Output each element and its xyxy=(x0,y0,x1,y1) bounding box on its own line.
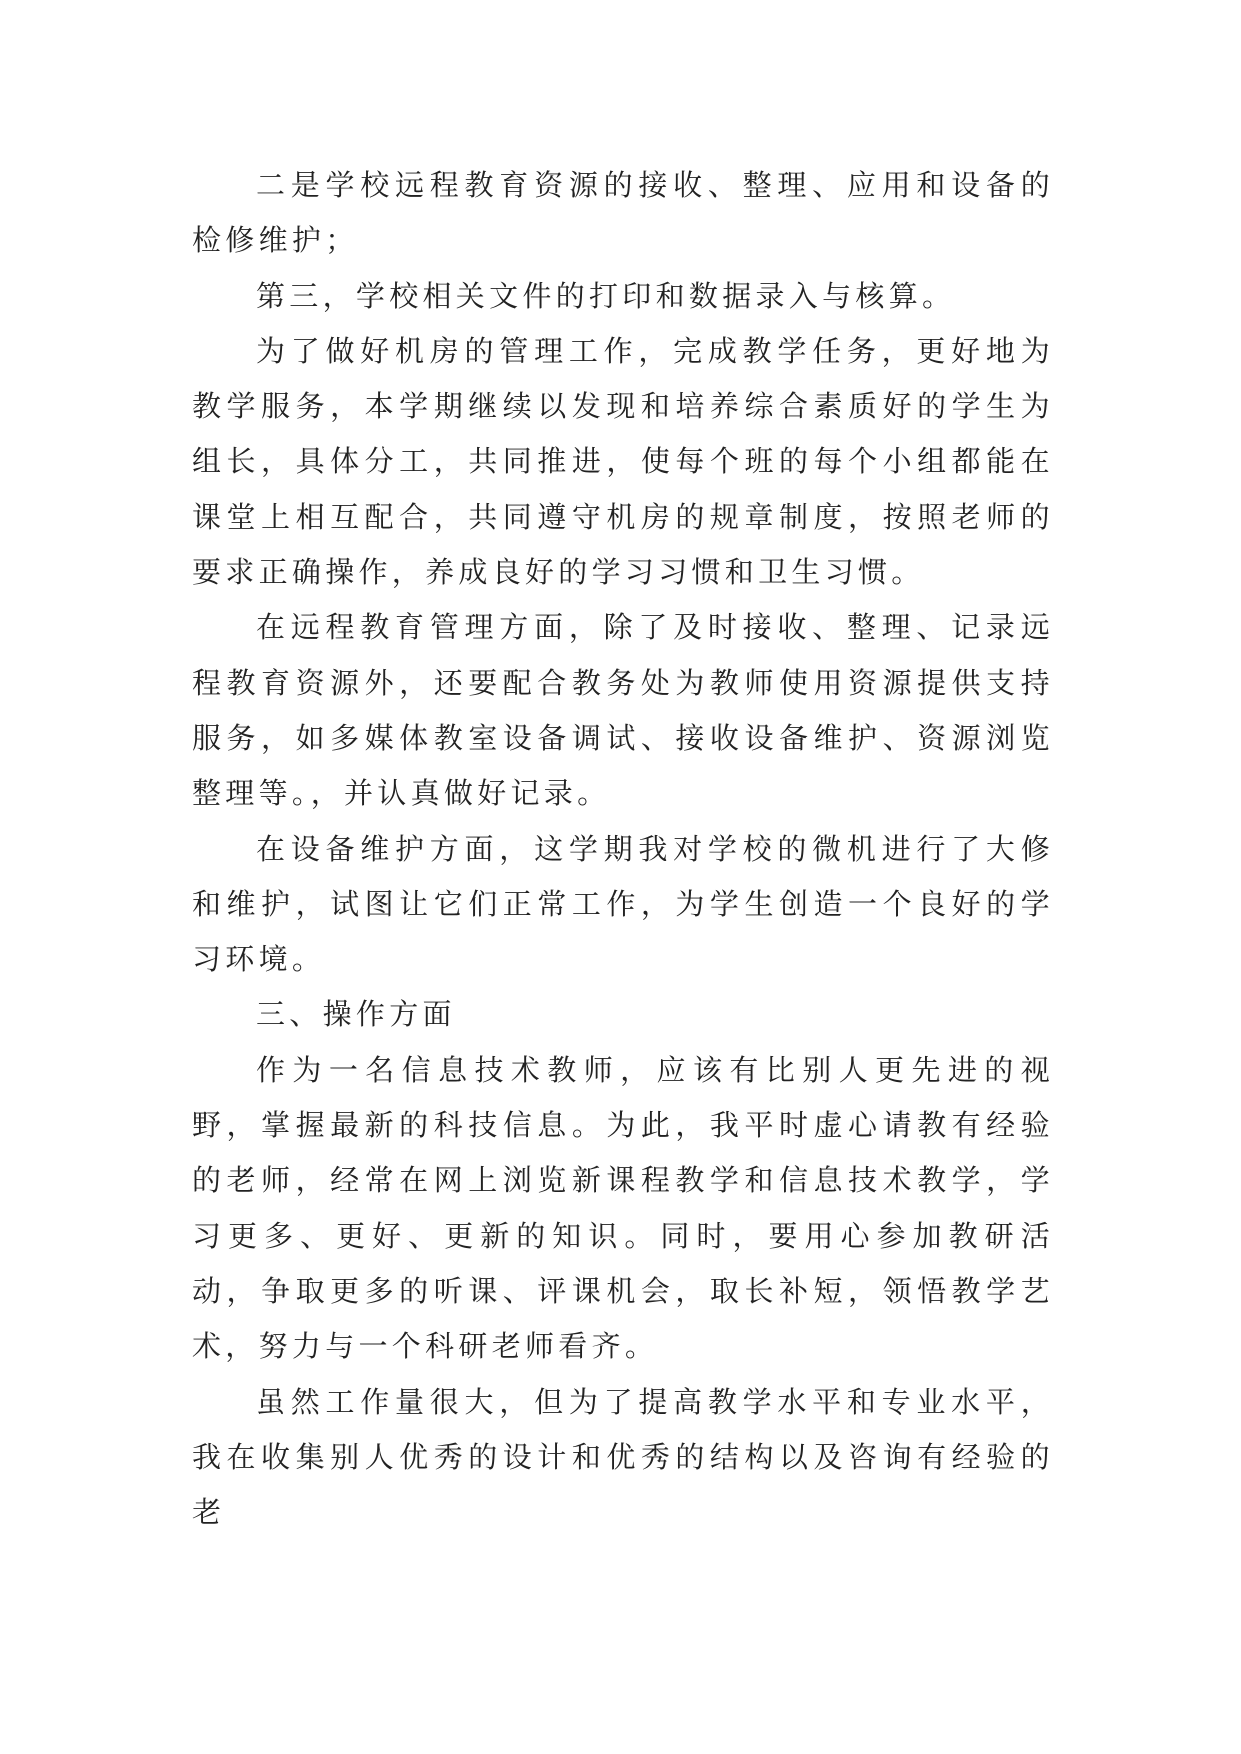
section-heading-operations: 三、操作方面 xyxy=(256,997,456,1032)
paragraph-equipment-maintenance-duty: 二是学校远程教育资源的接收、整理、应用和设备的检修维护； xyxy=(192,168,1054,258)
paragraph-file-printing-duty: 第三，学校相关文件的打印和数据录入与核算。 xyxy=(256,278,956,313)
paragraph-equipment-repair: 在设备维护方面，这学期我对学校的微机进行了大修和维护，试图让它们正常工作，为学生创造一个良好的学习环境。 xyxy=(192,831,1054,977)
paragraph-professional-learning: 作为一名信息技术教师，应该有比别人更先进的视野，掌握最新的科技信息。为此，我平时虚心请教有经验的老师，经常在网上浏览新课程教学和信息技术教学，学习更多、更好、更新的知识。同时，要用心参加教研活动，争取更多的听课、评课机会，取长补短，领悟教学艺术，努力与一个科研老师看齐。 xyxy=(192,1052,1054,1364)
paragraph-remote-education: 在远程教育管理方面，除了及时接收、整理、记录远程教育资源外，还要配合教务处为教师使用资源提供支持服务，如多媒体教室设备调试、接收设备维护、资源浏览整理等。，并认真做好记录。 xyxy=(192,610,1054,811)
paragraph-lab-management: 为了做好机房的管理工作，完成教学任务，更好地为教学服务，本学期继续以发现和培养综合素质好的学生为组长，具体分工，共同推进，使每个班的每个小组都能在课堂上相互配合，共同遵守机房的规章制度，按照老师的要求正确操作，养成良好的学习习惯和卫生习惯。 xyxy=(192,333,1054,590)
paragraph-workload: 虽然工作量很大，但为了提高教学水平和专业水平，我在收集别人优秀的设计和优秀的结构以及咨询有经验的老 xyxy=(192,1384,1054,1530)
document-body xyxy=(192,158,1054,1540)
